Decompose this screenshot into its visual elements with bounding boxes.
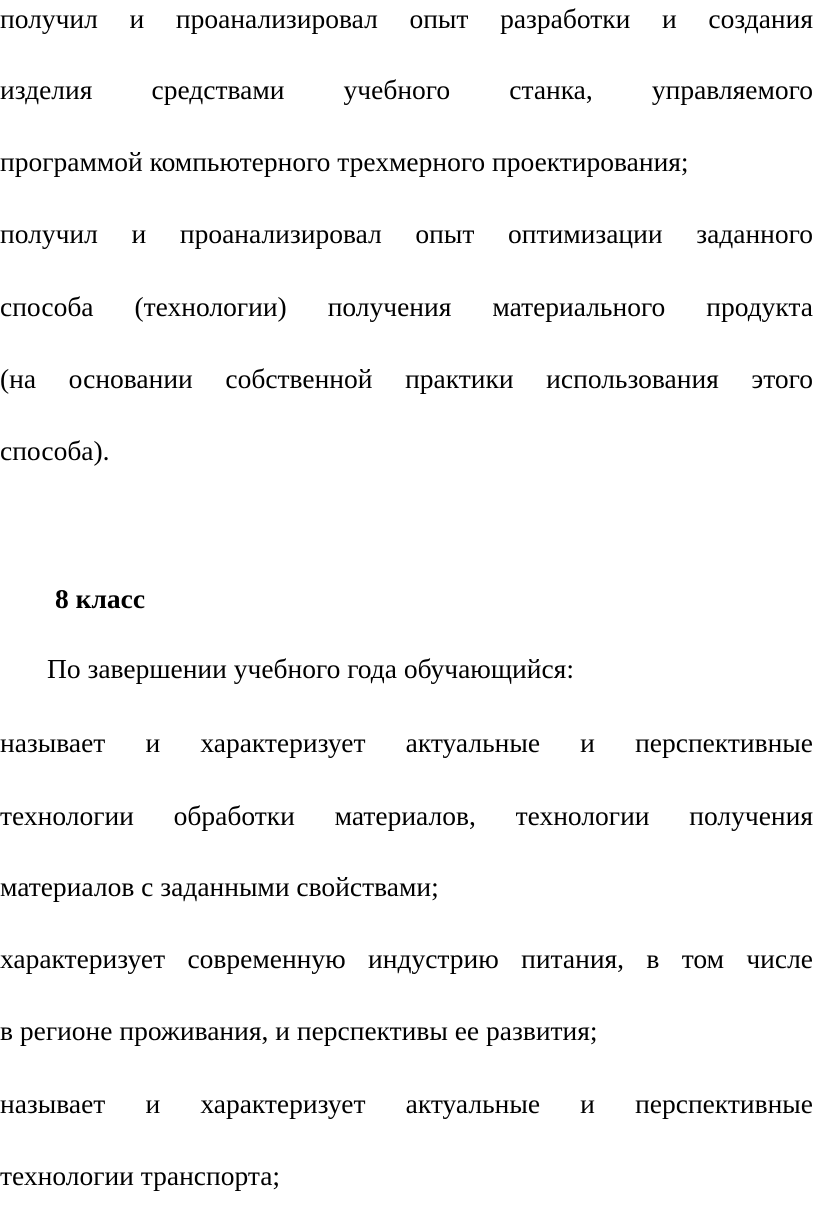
list-item-line: материалов с заданными свойствами; bbox=[0, 871, 439, 902]
list-item-line: характеризует современную индустрию питания, в том числе bbox=[0, 943, 813, 974]
list-item-line: в регионе проживания, и перспективы ее развития; bbox=[0, 1015, 598, 1046]
section-intro: По завершении учебного года обучающийся: bbox=[47, 653, 574, 684]
section-heading: 8 класс bbox=[55, 583, 146, 614]
paragraph-line: (на основании собственной практики использования этого bbox=[0, 363, 813, 394]
list-item-line: технологии транспорта; bbox=[0, 1160, 281, 1191]
paragraph-line: способа). bbox=[0, 435, 110, 466]
paragraph-line: программой компьютерного трехмерного проектирования; bbox=[0, 146, 689, 177]
paragraph-line: изделия средствами учебного станка, управляемого bbox=[0, 74, 813, 105]
list-item-line: технологии обработки материалов, технологии получения bbox=[0, 800, 813, 831]
paragraph-line: способа (технологии) получения материального продукта bbox=[0, 291, 813, 322]
paragraph-line: получил и проанализировал опыт разработки и создания bbox=[0, 3, 813, 34]
list-item-line: называет и характеризует актуальные и перспективные bbox=[0, 727, 813, 758]
paragraph-line: получил и проанализировал опыт оптимизации заданного bbox=[0, 218, 813, 249]
list-item-line: называет и характеризует актуальные и перспективные bbox=[0, 1088, 813, 1119]
